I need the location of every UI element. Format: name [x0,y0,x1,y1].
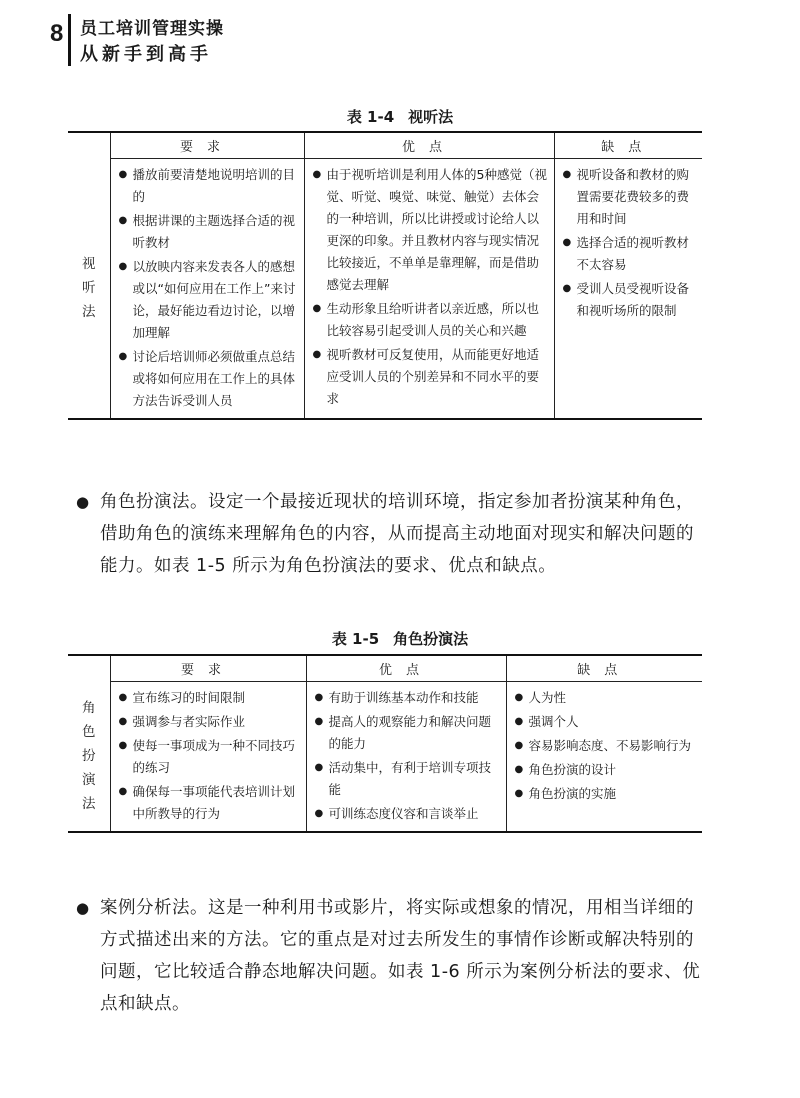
caption-title: 角色扮演法 [393,630,469,648]
list-item: ● 播放前要清楚地说明培训的目的 [119,164,298,208]
paragraph-role-play: ● 角色扮演法。设定一个最接近现状的培训环境，指定参加者扮演某种角色，借助角色的演练来理解角色的内容，从而提高主动地面对现实和解决问题的能力。如表 1-5 所示为角色扮演法的要求、优点和缺点。 [100,486,704,582]
column-header-disadvantages: 缺点 [554,132,702,159]
list-item: ● 角色扮演的设计 [515,759,697,781]
list-item: ● 以放映内容来发表各人的感想或以“如何应用在工作上”来讨论，最好能边看边讨论，以增加理解 [119,256,298,344]
table-1-5 [68,654,702,833]
column-header-advantages: 优点 [306,655,506,682]
table-1-5-caption [0,628,800,649]
advantages-cell [304,159,554,420]
list-item: ● 提高人的观察能力和解决问题的能力 [315,711,500,755]
row-label: 角色扮演法 [82,700,96,813]
list-item: ● 由于视听培训是利用人体的5种感觉（视觉、听觉、嗅觉、味觉、触觉）去体会的一种培训，所以比讲授或讨论给人以更深的印象。并且教材内容与现实情况比较接近，不单单是靠理解，而是借助感觉去理解 [313,164,548,296]
list-item: ● 人为性 [515,687,697,709]
list-item: ● 宣布练习的时间限制 [119,687,300,709]
list-item: ● 强调参与者实际作业 [119,711,300,733]
advantages-cell [306,682,506,833]
list-item: ● 活动集中，有利于培训专项技能 [315,757,500,801]
list-item: ● 生动形象且给听讲者以亲近感，所以也比较容易引起受训人员的关心和兴趣 [313,298,548,342]
caption-title: 视听法 [408,108,454,126]
list-item: ● 使每一事项成为一种不同技巧的练习 [119,735,300,779]
list-item: ● 角色扮演的实施 [515,783,697,805]
header-divider [68,14,71,66]
list-item: ● 受训人员受视听设备和视听场所的限制 [563,278,697,322]
list-item: ● 根据讲课的主题选择合适的视听教材 [119,210,298,254]
caption-number: 表 1-4 [346,108,395,126]
list-item: ● 选择合适的视听教材不太容易 [563,232,697,276]
table-corner [68,655,110,682]
list-item: ● 讨论后培训师必须做重点总结或将如何应用在工作上的具体方法告诉受训人员 [119,346,298,412]
table-1-4 [68,131,702,420]
requirements-cell [110,682,306,833]
list-item: ● 确保每一事项能代表培训计划中所教导的行为 [119,781,300,825]
table-corner [68,132,110,159]
column-header-disadvantages: 缺点 [506,655,702,682]
book-subtitle: 从新手到高手 [80,44,212,65]
page-number: 8 [50,20,64,47]
list-item: ● 视听教材可反复使用，从而能更好地适应受训人员的个别差异和不同水平的要求 [313,344,548,410]
disadvantages-cell [554,159,702,420]
paragraph-case-study: ● 案例分析法。这是一种利用书或影片，将实际或想象的情况，用相当详细的方式描述出来的方法。它的重点是对过去所发生的事情作诊断或解决特别的问题，它比较适合静态地解决问题。如表 1-6 所示为案例分析法的要求、优点和缺点。 [100,892,704,1020]
book-title: 员工培训管理实操 [80,19,224,39]
list-item: ● 视听设备和教材的购置需要花费较多的费用和时间 [563,164,697,230]
caption-number: 表 1-5 [331,630,380,648]
list-item: ● 容易影响态度、不易影响行为 [515,735,697,757]
column-header-requirements: 要求 [110,655,306,682]
column-header-requirements: 要求 [110,132,304,159]
requirements-cell [110,159,304,420]
list-item: ● 有助于训练基本动作和技能 [315,687,500,709]
column-header-advantages: 优点 [304,132,554,159]
bullet-icon: ● [76,493,90,511]
page-header [0,0,800,72]
list-item: ● 强调个人 [515,711,697,733]
disadvantages-cell [506,682,702,833]
list-item: ● 可训练态度仪容和言谈举止 [315,803,500,825]
row-label: 视听法 [82,256,96,321]
bullet-icon: ● [76,899,90,917]
table-1-4-caption [0,106,800,127]
